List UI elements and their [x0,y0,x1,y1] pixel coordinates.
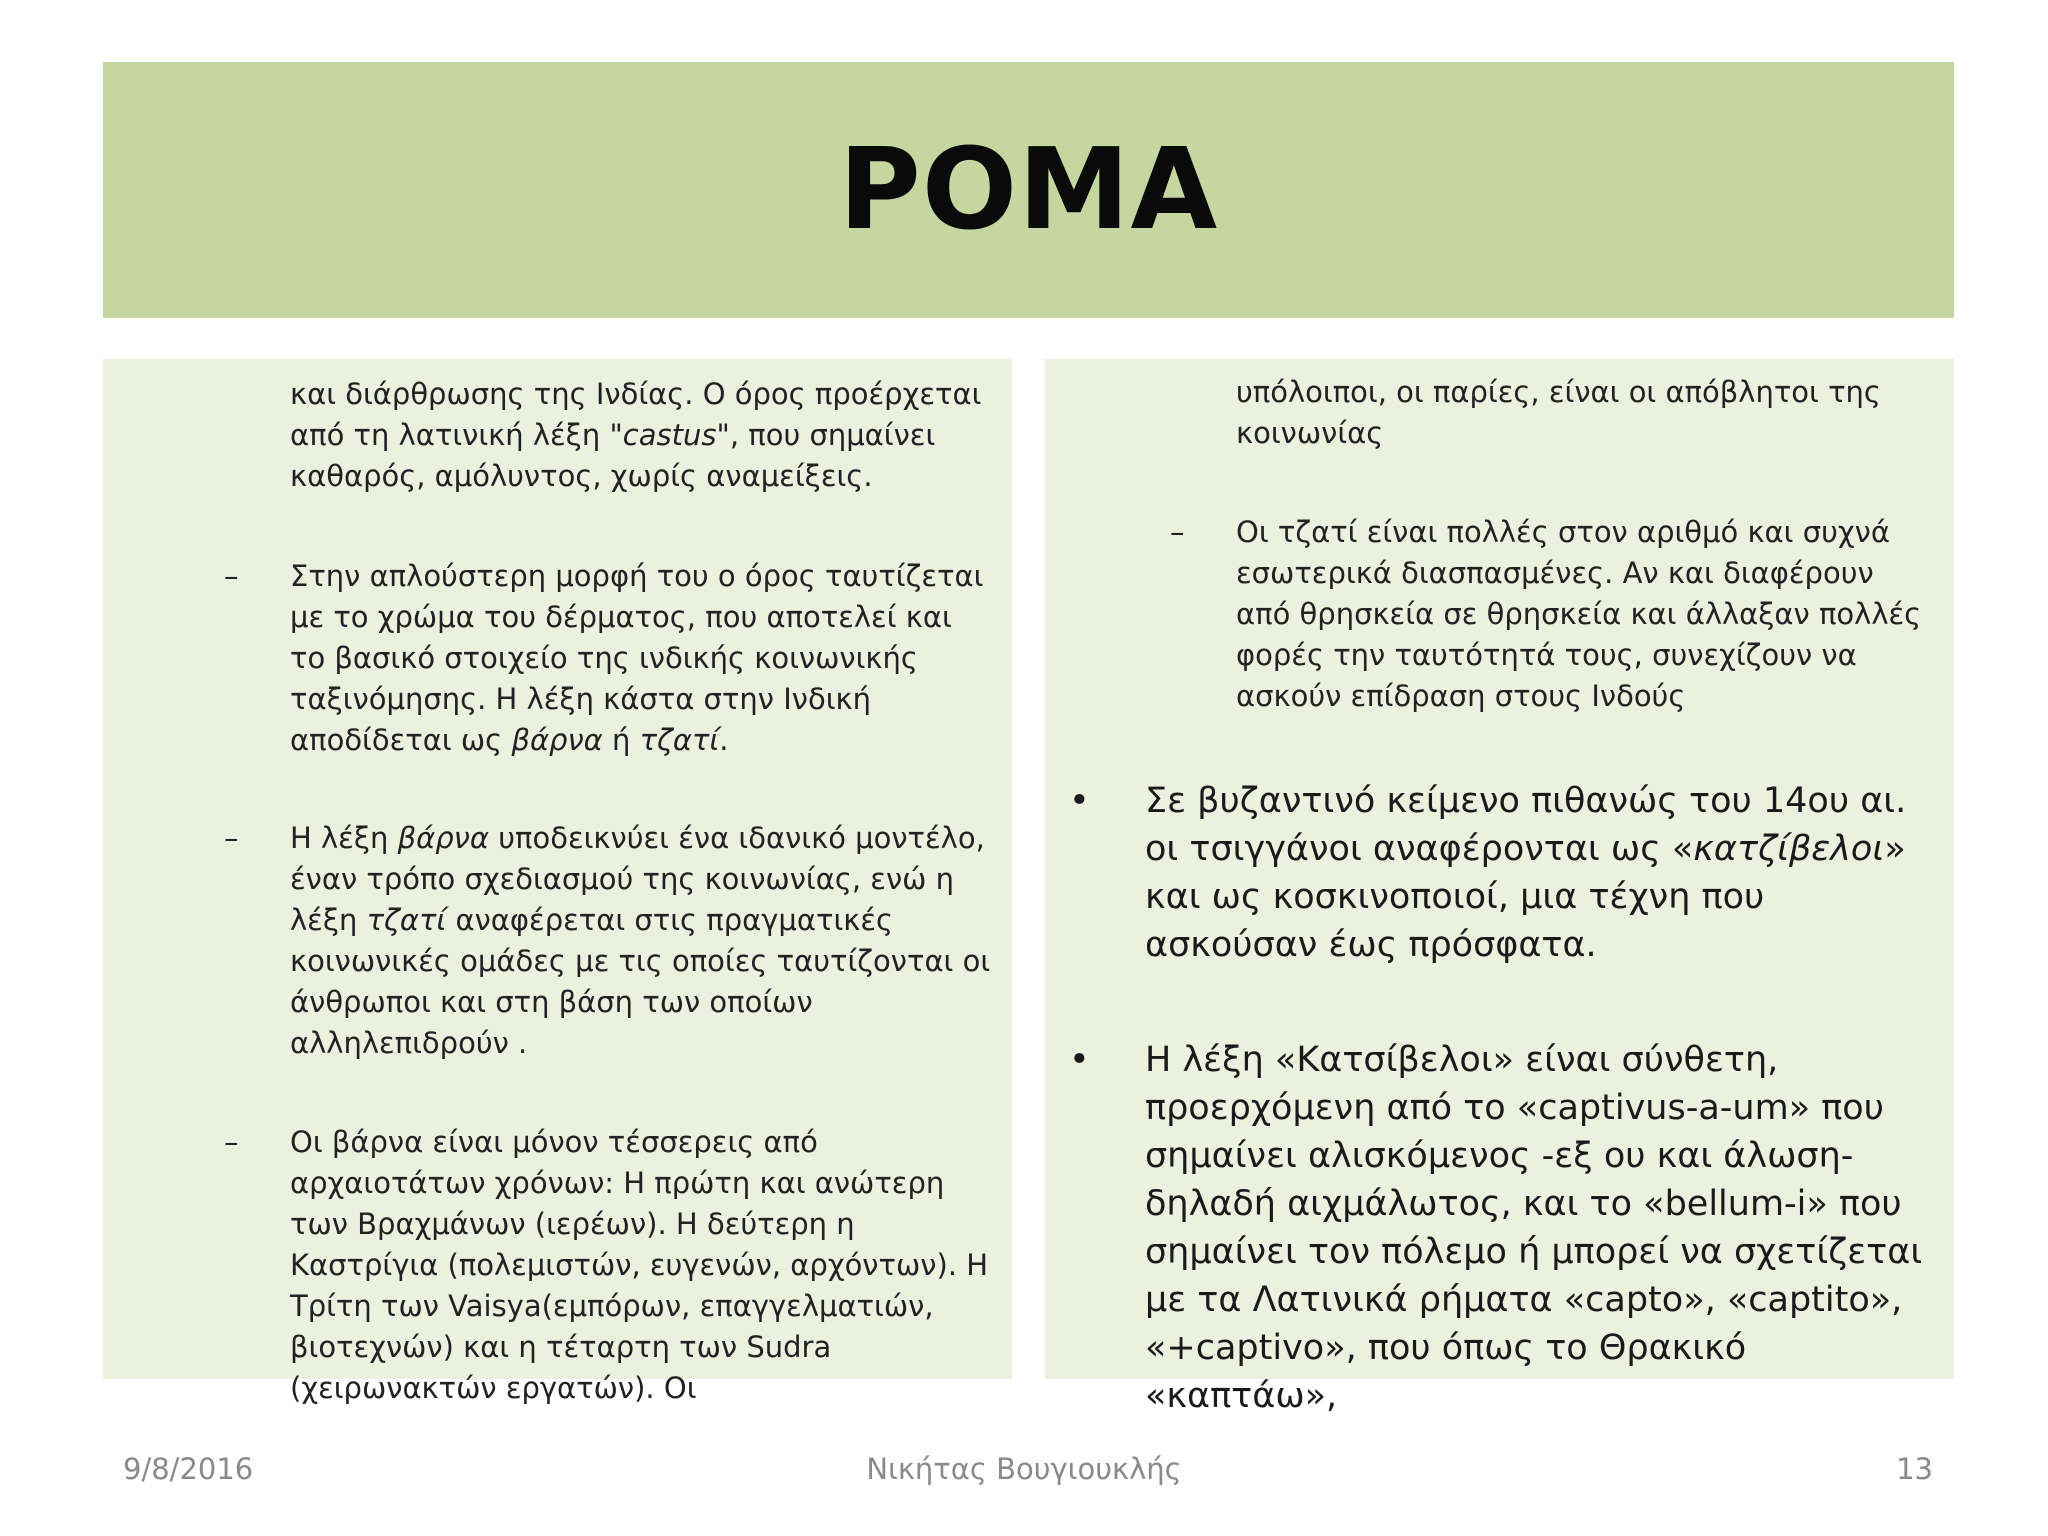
text-run: και διάρθρωσης της Ινδίας. Ο όρος προέρχεται από τη λατινική λέξη " [290,377,982,452]
right-bullet-1 [1069,777,1940,969]
text-run: . [719,723,729,757]
italic-term: castus [622,418,717,452]
dash-marker: – [224,559,239,593]
title-bar [103,62,1954,318]
text-run: Σε βυζαντινό κείμενο πιθανώς του 14ου αι. οι τσιγγάνοι αναφέρονται ως « [1145,781,1907,869]
dash-marker: – [224,821,239,855]
slide-title: ΡΟΜΑ [838,125,1219,255]
italic-term: τζατί [639,723,720,757]
left-sub-item-1 [224,556,995,761]
dash-marker: – [1170,515,1185,549]
text-run: ", που σημαίνει καθαρός, αμόλυντος, χωρίς αναμείξεις. [290,418,936,493]
text-run: αναφέρεται στις πραγματικές κοινωνικές ομάδες με τις οποίες ταυτίζονται οι άνθρωποι και στη βάση των οποίων αλληλεπιδρούν . [290,903,991,1060]
text-run: ή [602,723,640,757]
italic-term: τζατί [366,903,447,937]
text-run: υποδεικνύει ένα ιδανικό μοντέλο, έναν τρόπο σχεδιασμού της κοινωνίας, ενώ η λέξη [290,821,985,937]
left-text-column [103,359,1012,1405]
italic-term: κατζίβελοι [1693,829,1885,869]
left-sub-item-2 [224,818,995,1064]
text-run: Στην απλούστερη μορφή του ο όρος ταυτίζεται με το χρώμα του δέρματος, που αποτελεί και το βασικό στοιχείο της ινδικής κοινωνικής ταξινόμησης. Η λέξη κάστα στην Ινδική αποδίδεται ως [290,559,984,757]
bullet-marker: • [1069,1040,1090,1080]
text-run: Η λέξη [290,821,398,855]
right-bullet-2 [1069,1036,1940,1420]
footer-date: 9/8/2016 [123,1452,254,1486]
left-paragraph-continuation [290,374,995,497]
footer-author: Νικήτας Βουγιουκλής [866,1452,1182,1486]
bullet-marker: • [1069,781,1090,821]
dash-marker: – [224,1125,239,1159]
italic-term: βάρνα [397,821,489,855]
left-sub-item-3 [224,1122,995,1409]
right-text-column [1045,359,1954,1416]
footer-page-number: 13 [1896,1452,1933,1486]
italic-term: βάρνα [511,723,603,757]
text-run: υπόλοιποι, οι παρίες, είναι οι απόβλητοι της κοινωνίας [1236,375,1881,450]
right-paragraph-continuation [1236,372,1936,454]
text-run: Η λέξη «Κατσίβελοι» είναι σύνθετη, προερχόμενη από το «captivus-a-um» που σημαίνει αλισκόμενος -εξ ου και άλωση- δηλαδή αιχμάλωτος, και το «bellum-i» που σημαίνει τον πόλεμο ή μπορεί να σχετίζεται με τα Λατινικά ρήματα «capto», «captito», «+captivo», που όπως το Θρακικό «καπτάω», [1145,1040,1923,1416]
right-sub-item-1 [1170,512,1936,717]
text-run: Οι βάρνα είναι μόνον τέσσερεις από αρχαιοτάτων χρόνων: Η πρώτη και ανώτερη των Βραχμάνων (ιερέων). Η δεύτερη η Καστρίγια (πολεμιστών, ευγενών, αρχόντων). Η Τρίτη των Vaisya(εμπόρων, επαγγελματιών, βιοτεχνών) και η τέταρτη των Sudra (χειρωνακτών εργατών). Οι [290,1125,989,1405]
text-run: » και ως κοσκινοποιοί, μια τέχνη που ασκούσαν έως πρόσφατα. [1145,829,1906,965]
text-run: Οι τζατί είναι πολλές στον αριθμό και συχνά εσωτερικά διασπασμένες. Αν και διαφέρουν από θρησκεία σε θρησκεία και άλλαξαν πολλές φορές την ταυτότητά τους, συνεχίζουν να ασκούν επίδραση στους Ινδούς [1236,515,1922,713]
